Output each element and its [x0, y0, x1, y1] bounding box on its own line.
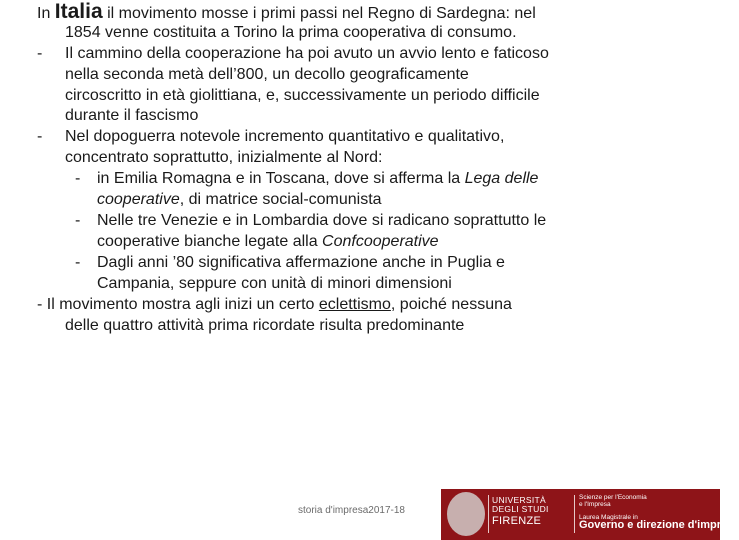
footer-text: storia d'impresa2017-18 [298, 505, 405, 516]
bullet-dash: - [37, 128, 43, 145]
confcooperative-text: Confcooperative [322, 233, 439, 250]
department-name-line: e l'Impresa [579, 500, 611, 508]
logo-divider [574, 495, 575, 533]
course-prefix: Laurea Magistrale in [579, 513, 638, 521]
body-line-12 [97, 232, 439, 253]
body-line-10-text: , di matrice social-comunista [179, 191, 382, 208]
university-name-line: UNIVERSITÀ [492, 495, 547, 505]
body-line-11: Nelle tre Venezie e in Lombardia dove si radicano soprattutto le [97, 212, 547, 229]
body-line-7: Nel dopoguerra notevole incremento quantitativo e qualitativo, [65, 128, 505, 145]
body-line-4: nella seconda metà dell’800, un decollo geograficamente [65, 66, 469, 83]
bullet-dash: - [37, 45, 43, 62]
body-line-8: concentrato soprattutto, inizialmente al Nord: [65, 149, 383, 166]
university-name [492, 496, 549, 527]
university-name-line: FIRENZE [492, 514, 542, 527]
body-line-1-post: il movimento mosse i primi passi nel Regno di Sardegna: nel [102, 5, 536, 22]
body-line-6: durante il fascismo [65, 107, 199, 124]
body-line-10 [97, 190, 382, 211]
logo-divider [488, 495, 489, 533]
italia-heading: Italia [54, 0, 103, 23]
body-line-16: delle quattro attività prima ricordate risulta predominante [65, 317, 465, 334]
department-name-line: Scienze per l'Economia [579, 494, 647, 501]
university-seal-icon [447, 492, 485, 536]
body-line-14: Campania, seppure con unità di minori dimensioni [97, 275, 452, 292]
body-line-1-pre: In [37, 5, 55, 22]
body-line-12-text: cooperative bianche legate alla [97, 233, 323, 250]
body-line-9-text: in Emilia Romagna e in Toscana, dove si afferma la [97, 170, 465, 187]
body-line-15 [37, 295, 512, 316]
body-line-3: Il cammino della cooperazione ha poi avuto un avvio lento e faticoso [65, 45, 549, 62]
department-name [579, 495, 647, 521]
sub-bullet-dash: - [75, 170, 81, 187]
body-line-15-post: , poiché nessuna [390, 296, 512, 313]
body-line-13: Dagli anni ’80 significativa affermazione anche in Puglia e [97, 254, 505, 271]
body-line-15-pre: - Il movimento mostra agli inizi un certo [37, 296, 319, 313]
university-logo [441, 489, 739, 540]
eclettismo-text: eclettismo [318, 296, 391, 313]
body-line-9 [97, 169, 538, 190]
body-line-1 [37, 2, 536, 25]
course-name: Governo e direzione d'impresa [579, 519, 739, 531]
body-line-2: 1854 venne costituita a Torino la prima cooperativa di consumo. [65, 24, 517, 41]
body-line-5: circoscritto in età giolittiana, e, successivamente un periodo difficile [65, 87, 540, 104]
university-name-line: DEGLI STUDI [492, 503, 549, 514]
sub-bullet-dash: - [75, 254, 81, 271]
cooperative-italic-text: cooperative [97, 191, 180, 208]
lega-delle-text: Lega delle [464, 170, 539, 187]
sub-bullet-dash: - [75, 212, 81, 229]
